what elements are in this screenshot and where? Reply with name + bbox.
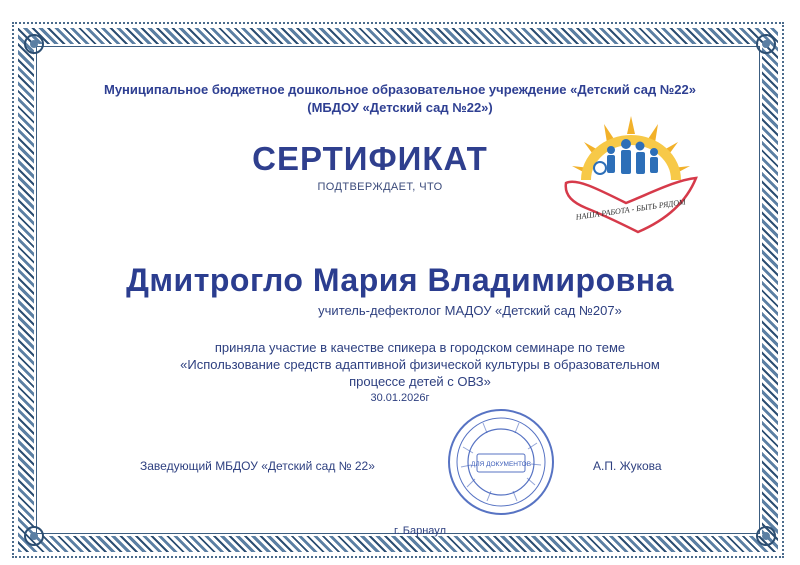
corner-ornament-icon (20, 522, 48, 550)
participation-text: приняла участие в качестве спикера в городском семинаре по теме (214, 340, 626, 355)
certificate-title: СЕРТИФИКАТ (252, 140, 488, 177)
organization-short-name: (МБДОУ «Детский сад №22») (307, 100, 493, 115)
seminar-topic-line1: «Использование средств адаптивной физической культуры в образовательном (180, 357, 660, 372)
recipient-position: учитель-дефектолог МАДОУ «Детский сад №207» (318, 303, 622, 318)
family-sun-heart-logo-icon (556, 108, 706, 248)
stamp-center-text: ДЛЯ ДОКУМЕНТОВ (470, 461, 532, 468)
head-role: Заведующий МБДОУ «Детский сад № 22» (140, 459, 375, 473)
certificate-date: 30.01.2026г (370, 392, 430, 404)
corner-ornament-icon (752, 522, 780, 550)
corner-ornament-icon (752, 30, 780, 58)
seminar-topic-line2: процессе детей с ОВЗ» (349, 374, 491, 389)
recipient-name: Дмитрогло Мария Владимировна (126, 262, 674, 298)
head-name: А.П. Жукова (593, 459, 662, 473)
corner-ornament-icon (20, 30, 48, 58)
organization-name: Муниципальное бюджетное дошкольное образовательное учреждение «Детский сад №22» (103, 82, 696, 97)
city-label: г. Барнаул (394, 525, 446, 537)
round-seal-stamp-icon (437, 407, 565, 517)
logo-caption: НАША РАБОТА - БЫТЬ РЯДОМ (575, 197, 687, 222)
confirms-label: ПОДТВЕРЖДАЕТ, ЧТО (317, 181, 443, 193)
